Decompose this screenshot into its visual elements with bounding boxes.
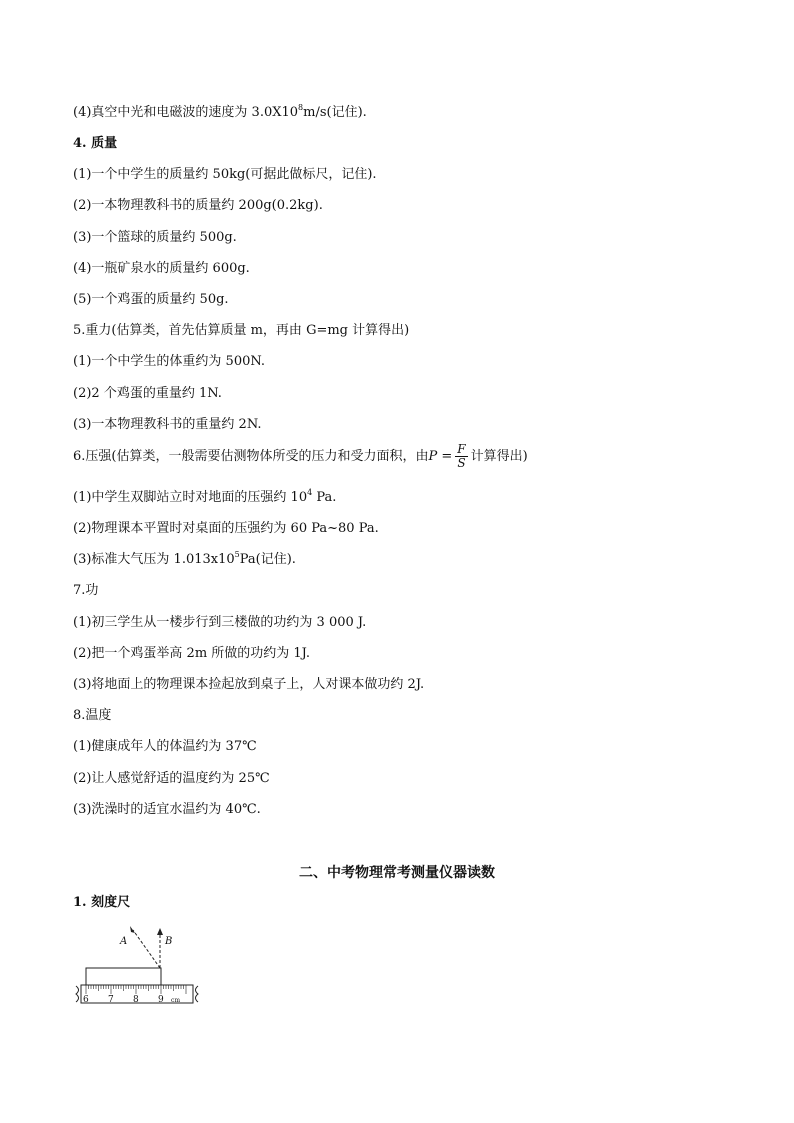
- break-left: [76, 986, 79, 1002]
- pressure-item-3: (3)标准大气压为 $1.013x10^5Pa$(记住).: [73, 550, 296, 567]
- sight-line-a: [133, 930, 160, 968]
- work-item-2: (2)把一个鸡蛋举高 2m 所做的功约为 1J.: [73, 646, 311, 661]
- mass-item-4: (4)一瓶矿泉水的质量约 600g.: [73, 261, 250, 276]
- mass-item-2: (2)一本物理教科书的质量约 200g(0.2kg).: [73, 198, 323, 213]
- label-a: A: [120, 936, 128, 947]
- mass-item-5: (5)一个鸡蛋的质量约 50g.: [73, 292, 229, 307]
- heading-gravity: 5.重力(估算类，首先估算质量 m，再由 G=mg 计算得出): [73, 323, 410, 338]
- temperature-item-3: (3)洗澡时的适宜水温约为 40℃.: [73, 802, 261, 817]
- mass-item-1: (1)一个中学生的质量约 50kg(可据此做标尺，记住).: [73, 167, 377, 182]
- section-title: 二、中考物理常考测量仪器读数: [299, 865, 495, 881]
- work-item-3: (3)将地面上的物理课本捡起放到桌子上，人对课本做功约 2J.: [73, 677, 425, 692]
- pressure-item-1: (1)中学生双脚站立时对地面的压强约 $10^4$ Pa.: [73, 488, 337, 505]
- arrow-b-icon: [157, 928, 163, 935]
- label-b: B: [165, 936, 173, 947]
- temperature-item-2: (2)让人感觉舒适的温度约为 25℃: [73, 771, 270, 786]
- mass-item-3: (3)一个篮球的质量约 500g.: [73, 230, 237, 245]
- pressure-formula-fraction: $\frac{F}{S}$: [457, 442, 466, 470]
- heading-work: 7.功: [73, 583, 99, 598]
- unit-label: cm: [171, 997, 181, 1004]
- break-right: [196, 986, 199, 1002]
- tick-label-8: 8: [133, 995, 139, 1005]
- work-item-1: (1)初三学生从一楼步行到三楼做的功约为 3 000 J.: [73, 615, 367, 630]
- heading-pressure: 6.压强(估算类，一般需要估测物体所受的压力和受力面积，由P = $\frac{F}{S}$ 计算得出): [73, 442, 528, 470]
- tick-label-7: 7: [108, 995, 114, 1005]
- tick-label-9: 9: [158, 995, 164, 1005]
- measured-block: [86, 968, 161, 985]
- subheading-ruler: 1. 刻度尺: [73, 895, 131, 910]
- heading-temperature: 8.温度: [73, 708, 112, 723]
- arrow-a-icon: [130, 926, 135, 933]
- gravity-item-2: (2)2 个鸡蛋的重量约 1N.: [73, 386, 222, 401]
- formula-lhs: P =: [428, 449, 453, 464]
- temperature-item-1: (1)健康成年人的体温约为 37℃: [73, 739, 257, 754]
- gravity-item-3: (3)一本物理教科书的重量约 2N.: [73, 417, 262, 432]
- pressure-item-2: (2)物理课本平置时对桌面的压强约为 60 Pa~80 Pa.: [73, 521, 379, 536]
- heading-mass: 4. 质量: [73, 136, 118, 151]
- ruler-figure: [73, 924, 203, 1014]
- light-speed-line: (4)真空中光和电磁波的速度为 $3.0X10^8m/s$(记住).: [73, 103, 367, 120]
- gravity-item-1: (1)一个中学生的体重约为 500N.: [73, 354, 266, 369]
- tick-label-6: 6: [83, 995, 89, 1005]
